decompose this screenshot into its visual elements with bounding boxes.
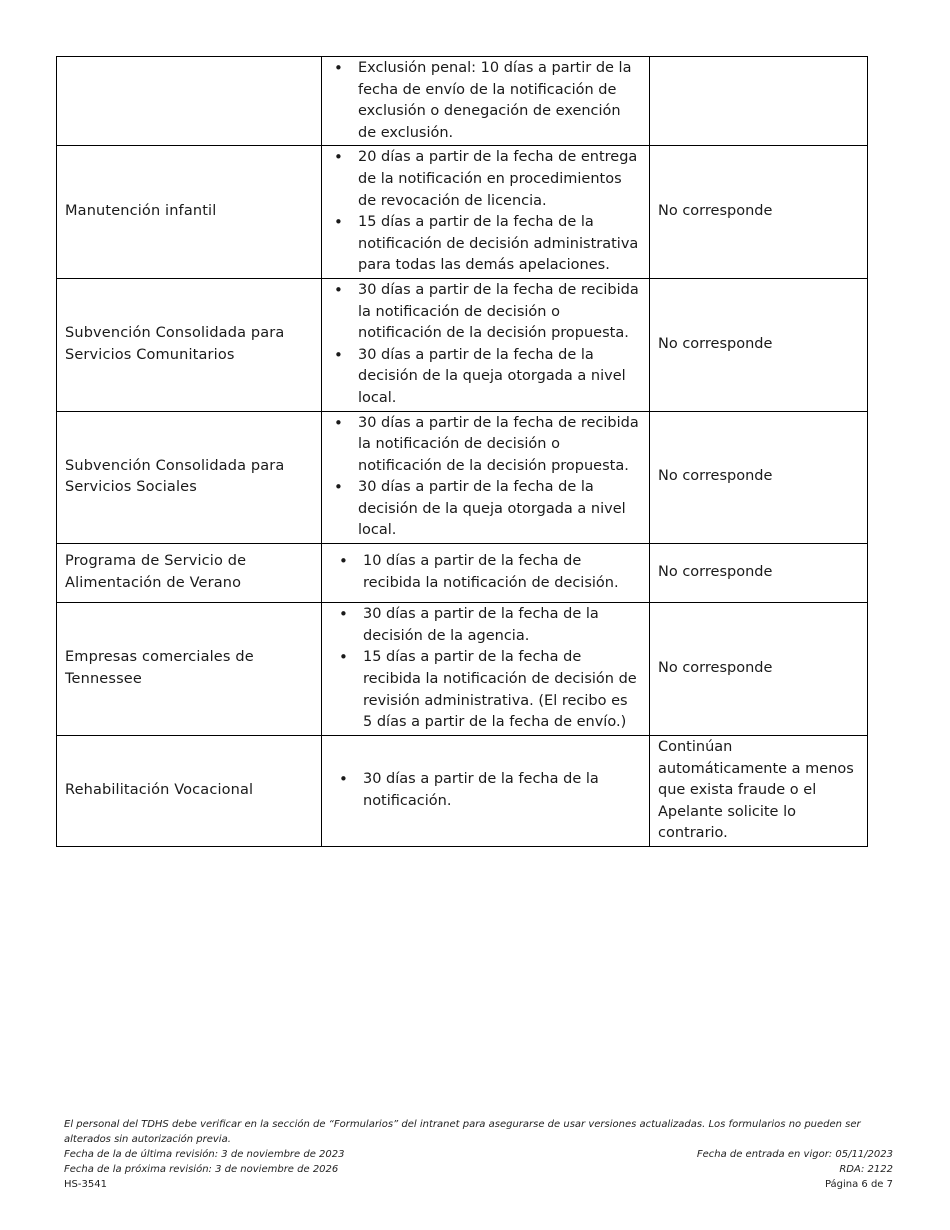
table-row: [57, 146, 868, 279]
deadline-item: • 30 días a partir de la fecha de recibida la notificación de decisión o notificación de la decisión propuesta.: [330, 413, 641, 478]
program-cell: Subvención Consolidada para Servicios Sociales: [57, 411, 322, 544]
table-row: [57, 411, 868, 544]
deadline-item: • 15 días a partir de la fecha de recibida la notificación de decisión de revisión administrativa. (El recibo es 5 días a partir de la fecha de envío.): [330, 647, 641, 733]
program-cell: Subvención Consolidada para Servicios Comunitarios: [57, 278, 322, 411]
deadline-cell: [322, 146, 650, 279]
deadline-list: [330, 280, 641, 410]
table-row: [57, 736, 868, 847]
table-row: [57, 603, 868, 736]
effective-date: Fecha de entrada en vigor: 05/11/2023: [696, 1149, 893, 1160]
deadline-item: • 10 días a partir de la fecha de recibida la notificación de decisión.: [330, 551, 641, 594]
continuation-cell: No corresponde: [650, 544, 868, 603]
last-revision-date: Fecha de la de última revisión: 3 de noviembre de 2023: [64, 1149, 345, 1160]
deadline-cell: [322, 544, 650, 603]
deadline-cell: [322, 57, 650, 146]
table-row: [57, 544, 868, 603]
deadline-list: [330, 58, 641, 144]
table-row: [57, 278, 868, 411]
deadline-list: [330, 769, 641, 812]
program-cell: Manutención infantil: [57, 146, 322, 279]
continuation-cell: No corresponde: [650, 411, 868, 544]
deadline-cell: [322, 603, 650, 736]
deadline-item: • 20 días a partir de la fecha de entrega de la notificación en procedimientos de revocación de licencia.: [330, 147, 641, 212]
footer-row: [64, 1177, 893, 1192]
continuation-cell: Continúan automáticamente a menos que exista fraude o el Apelante solicite lo contrario.: [650, 736, 868, 847]
deadline-item: • 15 días a partir de la fecha de la notificación de decisión administrativa para todas las demás apelaciones.: [330, 212, 641, 277]
program-cell: [57, 57, 322, 146]
deadline-list: [330, 413, 641, 543]
page-footer: [64, 1117, 893, 1192]
rda-number: RDA: 2122: [839, 1164, 893, 1175]
next-revision-date: Fecha de la próxima revisión: 3 de noviembre de 2026: [64, 1164, 339, 1175]
footer-row: [64, 1147, 893, 1162]
continuation-cell: [650, 57, 868, 146]
footer-notice: El personal del TDHS debe verificar en la sección de “Formularios” del intranet para asegurarse de usar versiones actualizadas. Los formularios no pueden ser alterados sin autorización previa.: [64, 1119, 861, 1145]
continuation-cell: No corresponde: [650, 603, 868, 736]
deadline-item: • 30 días a partir de la fecha de la decisión de la queja otorgada a nivel local.: [330, 345, 641, 410]
deadline-cell: [322, 736, 650, 847]
deadline-list: [330, 551, 641, 594]
form-id: HS-3541: [64, 1179, 107, 1190]
deadline-list: [330, 604, 641, 734]
table-row: [57, 57, 868, 146]
deadline-item: • Exclusión penal: 10 días a partir de la fecha de envío de la notificación de exclusión o denegación de exención de exclusión.: [330, 58, 641, 144]
continuation-cell: No corresponde: [650, 146, 868, 279]
deadline-item: • 30 días a partir de la fecha de recibida la notificación de decisión o notificación de la decisión propuesta.: [330, 280, 641, 345]
program-cell: Programa de Servicio de Alimentación de Verano: [57, 544, 322, 603]
program-cell: Empresas comerciales de Tennessee: [57, 603, 322, 736]
deadline-cell: [322, 278, 650, 411]
deadline-list: [330, 147, 641, 277]
footer-row: [64, 1162, 893, 1177]
program-cell: Rehabilitación Vocacional: [57, 736, 322, 847]
page-number: Página 6 de 7: [824, 1179, 893, 1190]
deadline-item: • 30 días a partir de la fecha de la decisión de la queja otorgada a nivel local.: [330, 477, 641, 542]
deadline-item: • 30 días a partir de la fecha de la notificación.: [330, 769, 641, 812]
continuation-cell: No corresponde: [650, 278, 868, 411]
deadline-cell: [322, 411, 650, 544]
appeals-table: [56, 56, 868, 847]
deadline-item: • 30 días a partir de la fecha de la decisión de la agencia.: [330, 604, 641, 647]
